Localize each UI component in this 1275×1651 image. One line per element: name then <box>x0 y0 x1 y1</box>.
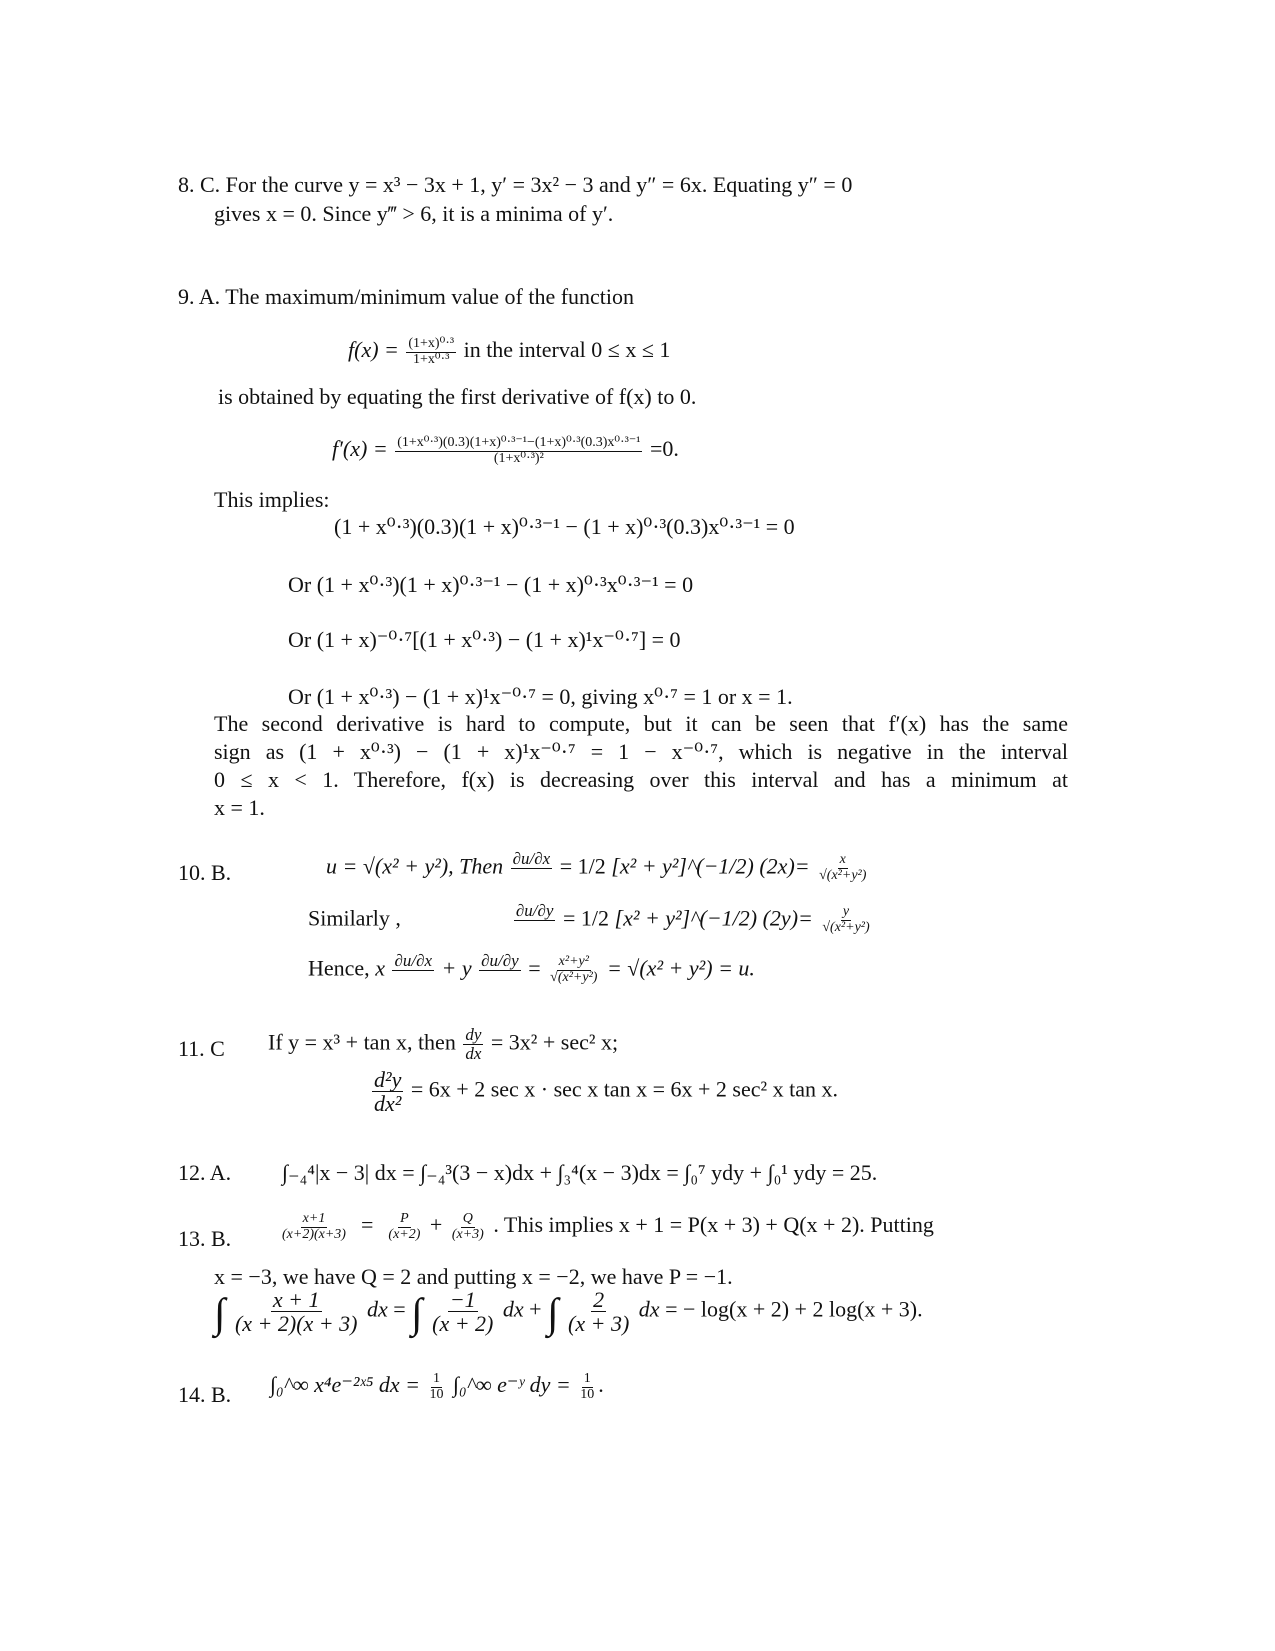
q9-paragraph-line-1: The second derivative is hard to compute, but it can be seen that f′(x) has the same <box>214 711 1068 736</box>
q10-hence-du-dx-text: ∂u/∂x <box>394 951 433 970</box>
q13-integral-line <box>214 1288 923 1339</box>
q11-number: 11. C <box>178 1036 225 1061</box>
q14-t-num: 1 <box>433 1371 440 1386</box>
q11-dx2: dx² <box>374 1091 402 1117</box>
q10-eq-sign: = <box>528 955 541 981</box>
q13-integrand-1 <box>233 1288 360 1335</box>
q10-du-dx-text: ∂u/∂x <box>512 849 551 868</box>
q10-number: 10. B. <box>178 860 232 885</box>
q10-half-x: 1/2 <box>577 853 606 879</box>
q10-hence-du-dx <box>392 952 434 989</box>
q9-fx-interval: in the interval 0 ≤ x ≤ 1 <box>463 337 671 363</box>
q11-dx: dx <box>465 1043 482 1063</box>
q10-hence-du-dy <box>479 952 521 989</box>
q10-result-y-den: √(x²+y²) <box>822 919 870 935</box>
q10-result-y-num: y <box>842 904 850 920</box>
q13-integral-sign-2: ∫ <box>411 1291 423 1338</box>
q10-similarly: Similarly , <box>308 905 401 931</box>
q9-equation-3: Or (1 + x)⁻⁰·⁷[(1 + x⁰·³) − (1 + x)¹x⁻⁰·⁷] = 0 <box>288 627 681 652</box>
q9-fx-numerator: (1+x)⁰·³ <box>408 336 455 351</box>
q9-fx-fraction <box>406 337 456 367</box>
q10-result-x <box>817 853 868 883</box>
q9-this-implies: This implies: <box>214 487 330 512</box>
q10-hence: Hence, <box>308 955 370 981</box>
q13-equals: = <box>355 1212 379 1238</box>
q14-number: 14. B. <box>178 1382 232 1407</box>
q13-line-2: x = −3, we have Q = 2 and putting x = −2, we have P = −1. <box>214 1264 733 1289</box>
q8-line-2: gives x = 0. Since y‴ > 6, it is a minima of y′. <box>214 201 614 226</box>
q10-equals-half-y: = 1/2 <box>562 905 610 931</box>
q9-fx-lhs: f(x) = <box>348 337 399 363</box>
q9-fp-lhs: f′(x) = <box>332 436 388 462</box>
q13-integrand-2 <box>430 1288 495 1335</box>
q13-dx-1: dx <box>366 1296 388 1322</box>
q10-sum-den: √(x²+y²) <box>550 969 598 985</box>
q14-t-den: 10 <box>429 1386 444 1402</box>
q10-u-definition: u = √(x² + y²), Then <box>326 853 504 879</box>
q9-equation-2: Or (1 + x⁰·³)(1 + x)⁰·³⁻¹ − (1 + x)⁰·³x⁰·³⁻¹ = 0 <box>288 572 694 597</box>
q10-du-dx-spacer <box>527 869 535 887</box>
q14-period: . <box>598 1372 604 1398</box>
q13-i2-num: −1 <box>449 1287 476 1312</box>
q13-q-fraction <box>450 1212 486 1242</box>
q10-x-term: x <box>375 955 385 981</box>
q13-line-1-rest: . This implies x + 1 = P(x + 3) + Q(x + 2). Putting <box>493 1212 934 1238</box>
q14-r-num: 1 <box>583 1371 591 1386</box>
q13-i1-den: (x + 2)(x + 3) <box>234 1311 358 1337</box>
q9-heading: 9. A. The maximum/minimum value of the function <box>178 284 635 309</box>
q10-line-3 <box>308 952 755 989</box>
q13-left-den: (x+2)(x+3) <box>282 1226 346 1242</box>
q10-sum-fraction <box>548 955 599 985</box>
q11-line-2 <box>370 1068 838 1115</box>
q13-p-den: (x+2) <box>388 1226 421 1242</box>
q12-number: 12. A. <box>178 1160 232 1185</box>
q11-if-text: If y = x³ + tan x, then <box>268 1029 456 1055</box>
q13-i3-num: 2 <box>593 1287 605 1312</box>
q10-sum-num: x²+y² <box>558 954 589 970</box>
q13-integral-sign-1: ∫ <box>214 1291 226 1338</box>
q10-hence-du-dy-text: ∂u/∂y <box>481 951 519 970</box>
q11-d2y: d²y <box>374 1067 402 1092</box>
q11-dy-dx <box>463 1026 483 1063</box>
q10-line-1 <box>326 850 870 887</box>
q13-dx-3: dx <box>638 1296 660 1322</box>
q14-equation <box>270 1372 604 1402</box>
q9-fp-equals-zero: =0. <box>649 436 679 462</box>
q9-paragraph-line-4: x = 1. <box>214 795 265 820</box>
q10-line-2 <box>308 902 874 939</box>
q13-q-num: Q <box>462 1211 473 1226</box>
q13-result: = − log(x + 2) + 2 log(x + 3). <box>665 1296 923 1322</box>
q13-dx-2: dx <box>502 1296 524 1322</box>
q13-number: 13. B. <box>178 1226 232 1251</box>
q11-dy: dy <box>465 1025 482 1044</box>
q14-integral-rhs: ∫₀^∞ e⁻ʸ dy = <box>453 1372 571 1398</box>
q13-left-num: x+1 <box>302 1211 326 1226</box>
q9-fp-fraction <box>395 436 642 466</box>
q10-equals-half-x: = 1/2 <box>559 853 606 879</box>
q13-i2-den: (x + 2) <box>432 1311 494 1337</box>
q14-r-den: 10 <box>580 1386 595 1402</box>
q13-q-den: (x+3) <box>451 1226 484 1242</box>
q13-integral-sign-3: ∫ <box>547 1291 559 1338</box>
q13-integrand-3 <box>566 1288 631 1335</box>
q10-du-dy <box>514 902 556 939</box>
q11-second-derivative: = 6x + 2 sec x · sec x tan x = 6x + 2 sec² x tan x. <box>410 1076 838 1102</box>
q10-plus-y: + y <box>441 955 472 981</box>
q9-fx-definition <box>348 337 670 367</box>
q10-half-y: 1/2 <box>580 905 610 931</box>
q10-hence-du-dx-spacer <box>409 971 417 989</box>
q10-du-dy-spacer <box>531 921 539 939</box>
q13-plus: + <box>429 1212 443 1238</box>
q10-result-y <box>820 905 871 935</box>
q10-du-dy-text: ∂u/∂y <box>515 901 554 920</box>
q10-hence-du-dy-spacer <box>496 971 504 989</box>
q9-equation-4: Or (1 + x⁰·³) − (1 + x)¹x⁻⁰·⁷ = 0, giving x⁰·⁷ = 1 or x = 1. <box>288 684 793 709</box>
q10-sum-rest: = √(x² + y²) = u. <box>606 955 755 981</box>
q10-du-dx <box>511 850 553 887</box>
q9-paragraph-line-2: sign as (1 + x⁰·³) − (1 + x)¹x⁻⁰·⁷ = 1 − x⁻⁰·⁷, which is negative in the interval <box>214 739 1068 764</box>
q12-equation: ∫₋₄⁴|x − 3| dx = ∫₋₄³(3 − x)dx + ∫₃⁴(x − 3)dx = ∫₀⁷ ydy + ∫₀¹ ydy = 25. <box>282 1160 878 1185</box>
q10-result-x-den: √(x²+y²) <box>819 867 867 883</box>
q14-tenth-1 <box>428 1372 446 1402</box>
q14-integral-lhs: ∫₀^∞ x⁴e⁻²ˣ⁵ dx = <box>270 1372 420 1398</box>
q13-i3-den: (x + 3) <box>568 1311 630 1337</box>
q13-left-fraction <box>280 1212 348 1242</box>
q9-paragraph-line-3: 0 ≤ x < 1. Therefore, f(x) is decreasing over this interval and has a minimum at <box>214 767 1068 792</box>
q10-partial-y: [x² + y²]^(−1/2) (2y)= <box>614 905 813 931</box>
q14-tenth-2 <box>578 1372 596 1402</box>
q11-d2y-dx2 <box>372 1068 403 1115</box>
q13-p-fraction <box>386 1212 422 1242</box>
q10-result-x-num: x <box>839 852 846 868</box>
q9-obtained-text: is obtained by equating the first derivative of f(x) to 0. <box>218 384 697 409</box>
q9-fp-numerator: (1+x⁰·³)(0.3)(1+x)⁰·³⁻¹−(1+x)⁰·³(0.3)x⁰·³⁻¹ <box>397 435 641 450</box>
q13-line-1 <box>278 1212 934 1242</box>
q9-equation-1: (1 + x⁰·³)(0.3)(1 + x)⁰·³⁻¹ − (1 + x)⁰·³(0.3)x⁰·³⁻¹ = 0 <box>334 514 795 539</box>
q13-eq-2: = <box>393 1296 406 1322</box>
q13-p-num: P <box>400 1211 409 1226</box>
q9-fp-denominator: (1+x⁰·³)² <box>493 450 544 466</box>
q9-derivative <box>332 436 679 466</box>
q13-plus-2: + <box>529 1296 542 1322</box>
q11-first-derivative: = 3x² + sec² x; <box>490 1029 619 1055</box>
q9-fx-denominator: 1+x⁰·³ <box>413 351 450 367</box>
q13-i1-num: x + 1 <box>272 1287 320 1312</box>
q8-line-1: 8. C. For the curve y = x³ − 3x + 1, y′ = 3x² − 3 and y″ = 6x. Equating y″ = 0 <box>178 172 853 197</box>
q10-partial-x: [x² + y²]^(−1/2) (2x)= <box>611 853 810 879</box>
q11-line-1 <box>268 1026 618 1063</box>
